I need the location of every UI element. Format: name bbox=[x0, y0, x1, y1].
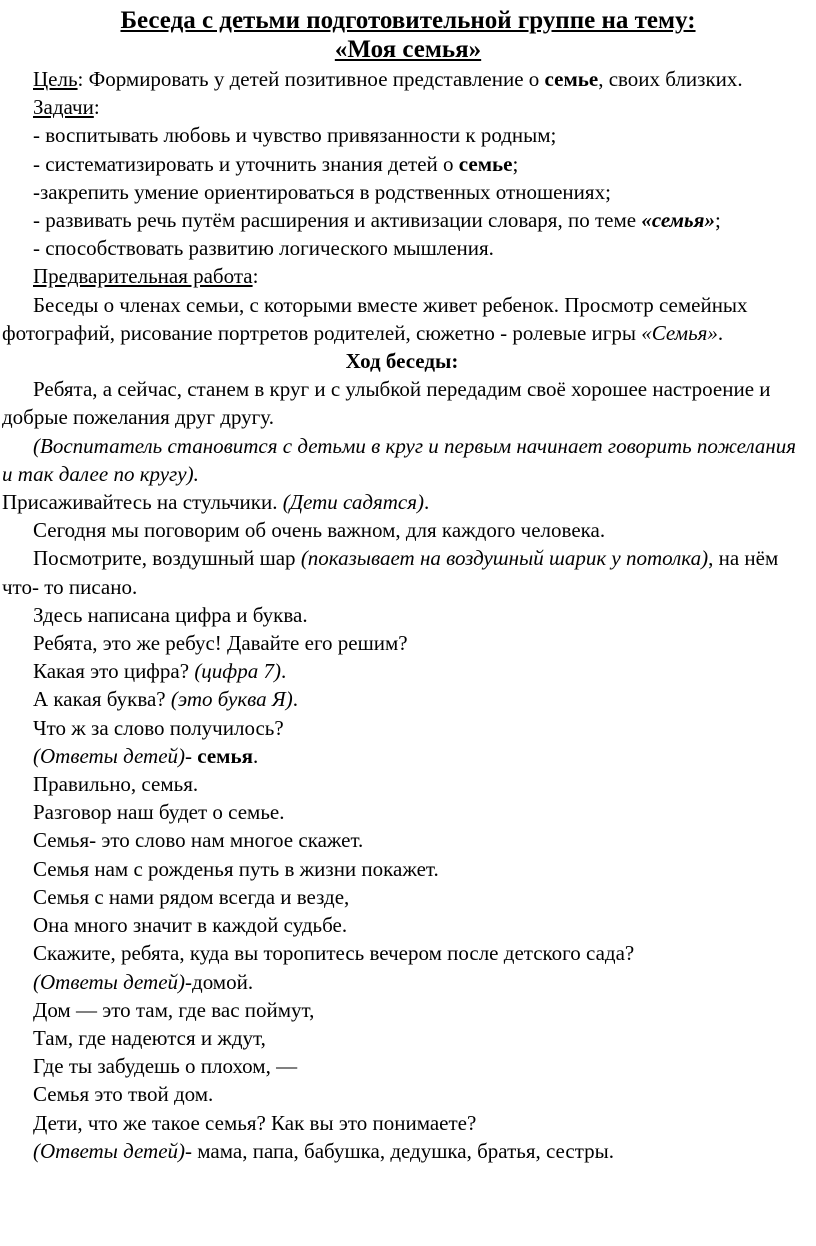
task2-start: - систематизировать и уточнить знания детей о bbox=[33, 151, 459, 176]
l8-start: Какая это цифра? bbox=[33, 659, 195, 684]
task-item bbox=[2, 150, 802, 178]
dialogue-line bbox=[2, 968, 802, 996]
task2-end: ; bbox=[512, 151, 519, 176]
l5-italic: (показывает на воздушный шарик у потолка) bbox=[300, 546, 709, 571]
l19-end: -домой. bbox=[185, 969, 254, 994]
l9-end: . bbox=[292, 687, 298, 712]
l3-end: . bbox=[423, 490, 430, 515]
course-heading: Ход беседы: bbox=[345, 349, 459, 374]
l5-end: , на нём что- то писано. bbox=[2, 546, 779, 599]
l8-italic: (цифра 7) bbox=[194, 659, 281, 684]
prep-text: Беседы о членах семьи, с которыми вместе живет ребенок. Просмотр семейных фотографий, рисование портретов родителей, сюжетно - ролевые игры bbox=[2, 292, 748, 345]
dialogue-line bbox=[2, 1137, 802, 1165]
task-item: - способствовать развитию логического мышления. bbox=[33, 236, 494, 261]
goal-label: Цель bbox=[33, 67, 78, 91]
poem-line: Семья нам с рожденья путь в жизни покажет. bbox=[33, 856, 439, 881]
task4-bold-italic: «семья» bbox=[641, 208, 715, 233]
l3-italic: (Дети садятся) bbox=[282, 490, 424, 515]
prep-colon: : bbox=[252, 264, 259, 289]
document-title bbox=[0, 6, 816, 64]
dialogue-line: Здесь написана цифра и буква. bbox=[33, 602, 308, 627]
l3-start: Присаживайтесь на стульчики. bbox=[2, 490, 283, 515]
tasks-label: Задачи bbox=[33, 95, 94, 120]
prep-label: Предварительная работа bbox=[33, 264, 253, 289]
goal-end: , своих близких. bbox=[598, 67, 743, 91]
poem-line: Там, где надеются и ждут, bbox=[33, 1025, 266, 1050]
title-line-2: «Моя семья» bbox=[334, 36, 482, 63]
dialogue-line bbox=[2, 742, 802, 770]
l8-end: . bbox=[280, 659, 287, 684]
dialogue-line: Разговор наш будет о семье. bbox=[33, 800, 285, 825]
l11-bold: семья bbox=[197, 743, 253, 768]
tasks-colon: : bbox=[93, 95, 100, 120]
dialogue-line: Дети, что же такое семья? Как вы это понимаете? bbox=[33, 1110, 477, 1135]
goal-bold: семье bbox=[544, 67, 599, 91]
prep-paragraph bbox=[2, 291, 802, 347]
task4-end: ; bbox=[714, 208, 721, 233]
stage-direction: (Воспитатель становится с детьми в круг и первым начинает говорить пожелания и так далее по кругу). bbox=[2, 433, 797, 486]
l25-end: - мама, папа, бабушка, дедушка, братья, сестры. bbox=[185, 1138, 615, 1163]
dialogue-line: Правильно, семья. bbox=[33, 772, 199, 797]
goal-paragraph bbox=[2, 65, 802, 93]
goal-text: : Формировать у детей позитивное представление о bbox=[77, 67, 545, 91]
dialogue-line: Скажите, ребята, куда вы торопитесь вечером после детского сада? bbox=[33, 941, 635, 966]
l25-italic: (Ответы детей) bbox=[33, 1138, 186, 1163]
task-item: -закрепить умение ориентироваться в родственных отношениях; bbox=[33, 179, 611, 204]
task-item: - воспитывать любовь и чувство привязанности к родным; bbox=[33, 123, 557, 148]
poem-line: Семья с нами рядом всегда и везде, bbox=[33, 884, 350, 909]
l9-italic: (это буква Я) bbox=[170, 687, 293, 712]
poem-line: Она много значит в каждой судьбе. bbox=[33, 913, 348, 938]
title-line-1: Беседа с детьми подготовительной группе на тему: bbox=[120, 7, 696, 34]
l9-start: А какая буква? bbox=[33, 687, 171, 712]
l19-italic: (Ответы детей) bbox=[33, 969, 186, 994]
poem-line: Семья- это слово нам многое скажет. bbox=[33, 828, 364, 853]
task-item bbox=[2, 206, 802, 234]
poem-line: Семья это твой дом. bbox=[33, 1082, 214, 1107]
dialogue-line: Сегодня мы поговорим об очень важном, для каждого человека. bbox=[33, 518, 606, 543]
poem-line: Дом — это там, где вас поймут, bbox=[33, 997, 315, 1022]
l5-start: Посмотрите, воздушный шар bbox=[33, 546, 301, 571]
document-body bbox=[2, 65, 802, 1165]
dialogue-line: Что ж за слово получилось? bbox=[33, 715, 284, 740]
tasks-heading bbox=[2, 93, 802, 121]
l11-mid: - bbox=[185, 743, 198, 768]
poem-line: Где ты забудешь о плохом, — bbox=[33, 1054, 298, 1079]
prep-italic: «Семья» bbox=[641, 320, 718, 345]
dialogue-line bbox=[2, 685, 802, 713]
l11-italic: (Ответы детей) bbox=[33, 743, 186, 768]
prep-heading bbox=[2, 262, 802, 290]
dialogue-line bbox=[2, 657, 802, 685]
task2-bold: семье bbox=[458, 151, 513, 176]
dialogue-line bbox=[2, 488, 802, 516]
task4-start: - развивать речь путём расширения и активизации словаря, по теме bbox=[33, 208, 642, 233]
prep-end: . bbox=[717, 320, 724, 345]
dialogue-line: Ребята, это же ребус! Давайте его решим? bbox=[33, 631, 408, 656]
dialogue-line bbox=[2, 544, 802, 600]
dialogue-line: Ребята, а сейчас, станем в круг и с улыбкой передадим своё хорошее настроение и добрые пожелания друг другу. bbox=[2, 377, 771, 430]
l11-end: . bbox=[252, 743, 259, 768]
